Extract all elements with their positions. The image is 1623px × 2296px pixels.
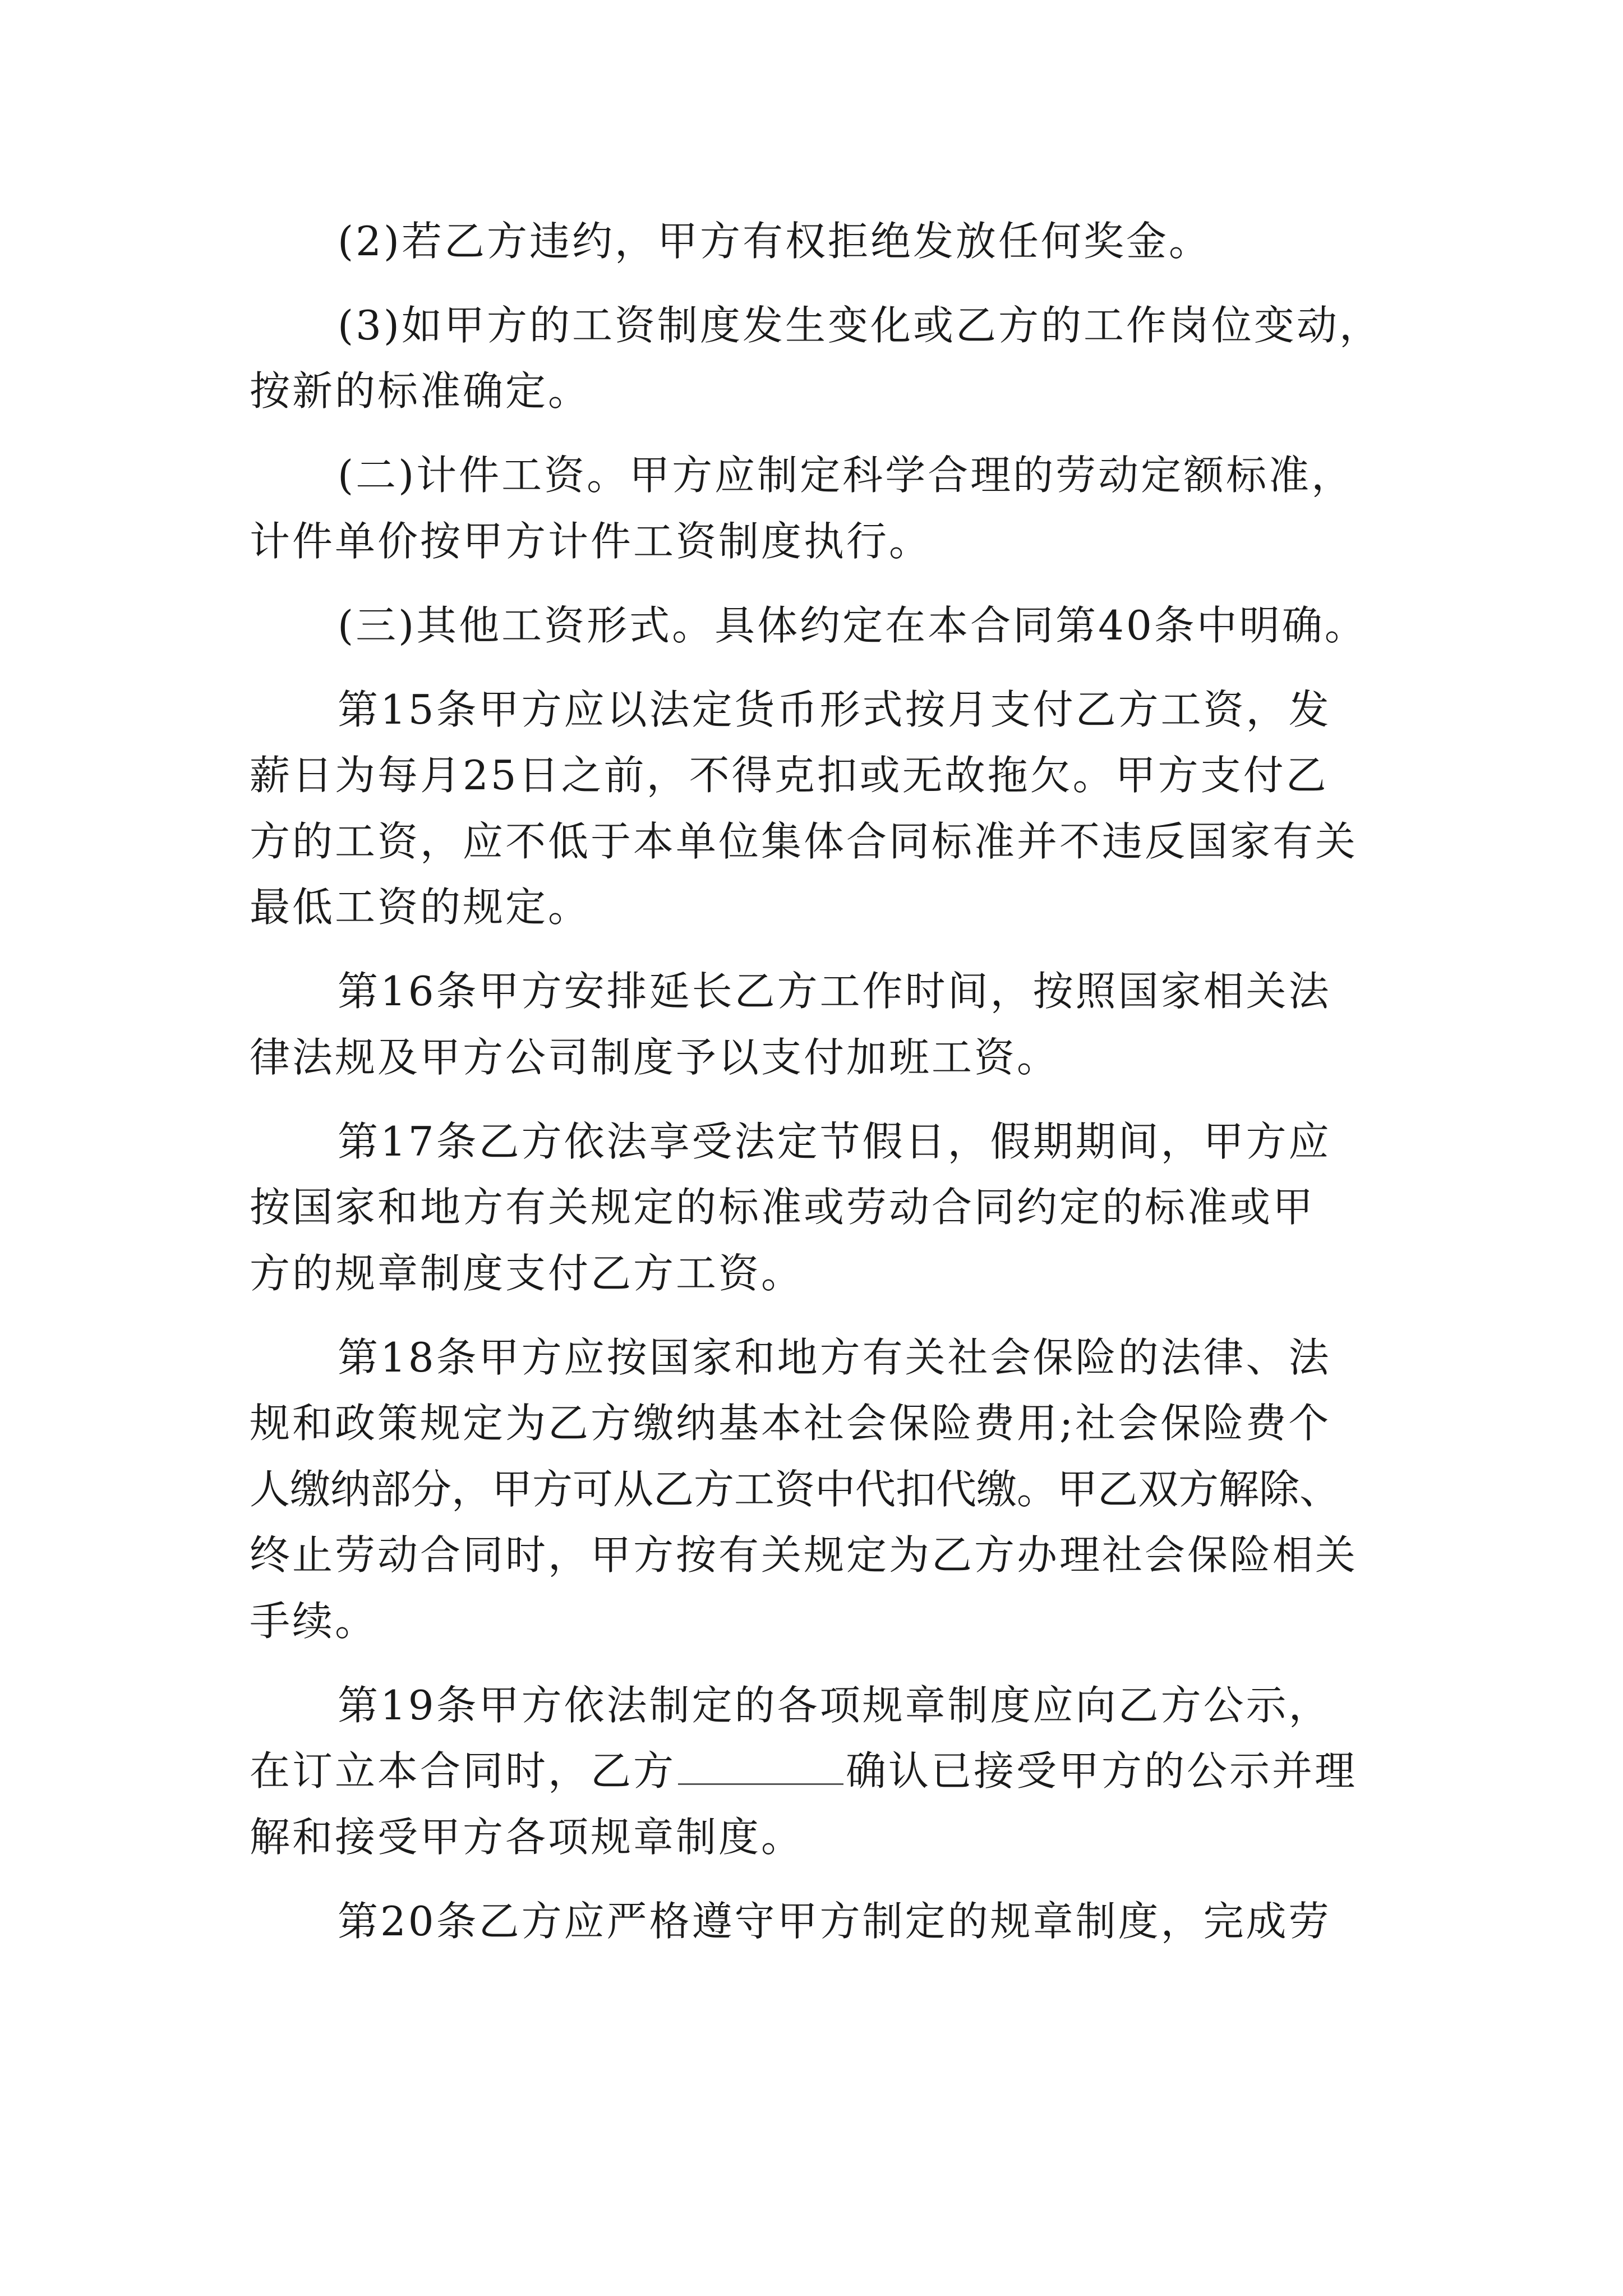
paragraph-line: 解和接受甲方各项规章制度。 xyxy=(250,1814,804,1861)
paragraph-line: 律法规及甲方公司制度予以支付加班工资。 xyxy=(250,1034,1060,1081)
line-text-after-blank: 确认已接受甲方的公示并理 xyxy=(846,1747,1358,1795)
paragraph-line: 规和政策规定为乙方缴纳基本社会保险费用;社会保险费个 xyxy=(250,1400,1331,1447)
paragraph-line-with-blank xyxy=(250,1746,1357,1796)
paragraph-line: 最低工资的规定。 xyxy=(250,884,591,931)
paragraph-line: 第17条乙方依法享受法定节假日，假期期间，甲方应 xyxy=(338,1118,1331,1165)
paragraph-line: 按国家和地方有关规定的标准或劳动合同约定的标准或甲 xyxy=(250,1184,1316,1231)
paragraph-line: 方的工资，应不低于本单位集体合同标准并不违反国家有关 xyxy=(250,818,1358,865)
paragraph-line: (2)若乙方违约，甲方有权拒绝发放任何奖金。 xyxy=(338,218,1211,265)
paragraph-line: 方的规章制度支付乙方工资。 xyxy=(250,1250,804,1297)
paragraph-line: 按新的标准确定。 xyxy=(250,367,591,415)
paragraph-line: 计件单价按甲方计件工资制度执行。 xyxy=(250,518,932,565)
paragraph-line: 第20条乙方应严格遵守甲方制定的规章制度，完成劳 xyxy=(338,1898,1331,1945)
paragraph-line: (3)如甲方的工资制度发生变化或乙方的工作岗位变动， xyxy=(338,302,1382,349)
paragraph-line: (三)其他工资形式。具体约定在本合同第40条中明确。 xyxy=(338,602,1367,649)
paragraph-line: 薪日为每月25日之前，不得克扣或无故拖欠。甲方支付乙 xyxy=(250,752,1329,799)
line-text-before-blank: 在订立本合同时，乙方 xyxy=(250,1747,676,1795)
fill-in-blank[interactable] xyxy=(678,1750,843,1785)
paragraph-line: 终止劳动合同时，甲方按有关规定为乙方办理社会保险相关 xyxy=(250,1531,1358,1579)
paragraph-line: 第15条甲方应以法定货币形式按月支付乙方工资，发 xyxy=(338,686,1331,733)
paragraph-line: (二)计件工资。甲方应制定科学合理的劳动定额标准， xyxy=(338,452,1354,499)
paragraph-line: 人缴纳部分，甲方可从乙方工资中代扣代缴。甲乙双方解除、 xyxy=(250,1466,1340,1513)
paragraph-line: 第19条甲方依法制定的各项规章制度应向乙方公示， xyxy=(338,1682,1331,1729)
paragraph-line: 第16条甲方安排延长乙方工作时间，按照国家相关法 xyxy=(338,968,1331,1015)
paragraph-line: 手续。 xyxy=(250,1598,378,1645)
paragraph-line: 第18条甲方应按国家和地方有关社会保险的法律、法 xyxy=(338,1334,1331,1381)
